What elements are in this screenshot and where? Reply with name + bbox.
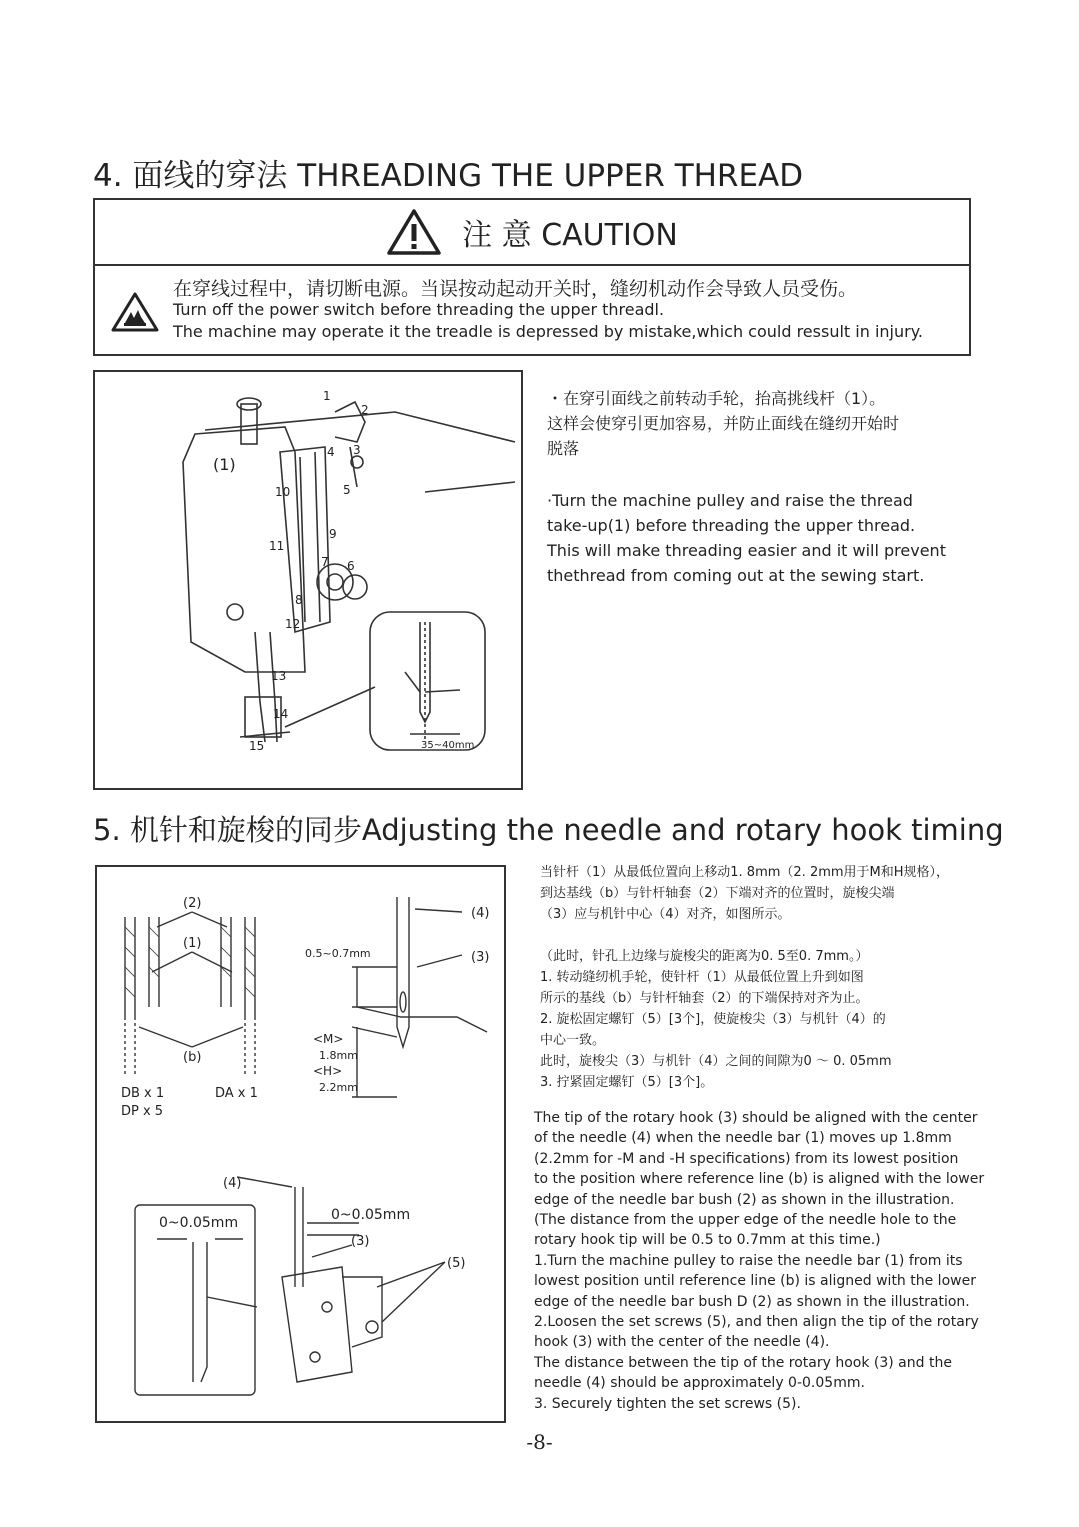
text-line: 所示的基线（b）与针杆轴套（2）的下端保持对齐为止。 xyxy=(540,991,869,1006)
fig1-label-11: 11 xyxy=(269,539,285,553)
fig2-label-3: (3) xyxy=(471,950,490,965)
fig1-label-13: 13 xyxy=(271,669,287,683)
text-line: 当针杆（1）从最低位置向上移动1. 8mm（2. 2mm用于M和H规格）， xyxy=(540,865,950,880)
caution-text-cn: 在穿线过程中，请切断电源。当误按动起动开关时，缝纫机动作会导致人员受伤。 xyxy=(173,278,858,300)
text-line: 2.Loosen the set screws (5), and then align the tip of the rotary xyxy=(534,1314,979,1331)
text-line: This will make threading easier and it will prevent xyxy=(547,541,946,560)
text-line: hook (3) with the center of the needle (4). xyxy=(534,1334,830,1351)
needle-timing-figure xyxy=(95,865,506,1423)
section-4-text-cn xyxy=(547,386,899,461)
text-line: 此时，旋梭尖（3）与机针（4）之间的间隙为0 ～ 0. 05mm xyxy=(540,1054,892,1069)
caution-header xyxy=(95,200,969,266)
text-line: ·Turn the machine pulley and raise the thread xyxy=(547,491,913,510)
fig1-label-1: 1 xyxy=(323,389,331,403)
section-4-text-en xyxy=(547,488,946,588)
fig2-label-h-value: 2.2mm xyxy=(319,1081,358,1094)
needle-timing-illustration xyxy=(97,867,504,1421)
text-line: take-up(1) before threading the upper thread. xyxy=(547,516,916,535)
text-line: (2.2mm for -M and -H specifications) from its lowest position xyxy=(534,1150,959,1167)
caution-title: 注 意 CAUTION xyxy=(462,218,678,253)
text-line: thethread from coming out at the sewing start. xyxy=(547,566,925,585)
fig2-label-db: DB x 1 xyxy=(121,1086,165,1101)
text-line: 中心一致。 xyxy=(540,1033,606,1048)
page-number: -8- xyxy=(526,1430,553,1454)
warning-triangle-icon xyxy=(386,208,442,256)
section-5-title: 5. 机针和旋梭的同步Adjusting the needle and rotary hook timing xyxy=(93,813,1004,847)
threading-figure xyxy=(93,370,523,790)
fig2-label-gap: 0.5~0.7mm xyxy=(305,947,371,960)
fig1-label-2: 2 xyxy=(361,403,369,417)
caution-box xyxy=(93,198,971,356)
text-line: lowest position until reference line (b) is aligned with the lower xyxy=(534,1273,976,1290)
caution-text-en-2: The machine may operate it the treadle is depressed by mistake,which could ressult in injury. xyxy=(173,322,923,341)
fig2-label-5: (5) xyxy=(447,1256,466,1271)
caution-text-en-1: Turn off the power switch before threading the upper threadl. xyxy=(173,300,665,319)
text-line: （此时，针孔上边缘与旋梭尖的距离为0. 5至0. 7mm。） xyxy=(540,949,869,964)
text-line: to the position where reference line (b) is aligned with the lower xyxy=(534,1171,985,1188)
text-line: 3. 拧紧固定螺钉（5）[3个]。 xyxy=(540,1075,714,1090)
fig1-label-7: 7 xyxy=(321,555,329,569)
fig2-label-h: <H> xyxy=(313,1064,343,1078)
fig1-label-10: 10 xyxy=(275,485,291,499)
fig2-label-m: <M> xyxy=(313,1032,344,1046)
fig2-label-m-value: 1.8mm xyxy=(319,1049,358,1062)
fig1-label-take-up: (1) xyxy=(213,455,236,474)
section-4-title: 4. 面线的穿法 THREADING THE UPPER THREAD xyxy=(93,158,804,194)
text-line: edge of the needle bar bush (2) as shown in the illustration. xyxy=(534,1191,955,1208)
fig1-label-9: 9 xyxy=(329,527,337,541)
text-line xyxy=(540,925,949,946)
text-line: 1. 转动缝纫机手轮，使针杆（1）从最低位置上升到如图 xyxy=(540,970,864,985)
text-line: The tip of the rotary hook (3) should be aligned with the center xyxy=(534,1110,978,1126)
fig1-label-12: 12 xyxy=(285,617,301,631)
fig1-label-8: 8 xyxy=(295,593,303,607)
text-line: The distance between the tip of the rotary hook (3) and the xyxy=(534,1354,952,1371)
section-5-text-en xyxy=(534,1108,984,1414)
fig2-label-gap-right: 0~0.05mm xyxy=(331,1207,411,1223)
fig2-label-4: (4) xyxy=(471,906,490,921)
fig2-label-4b: (4) xyxy=(223,1176,242,1191)
text-line: 1.Turn the machine pulley to raise the needle bar (1) from its xyxy=(534,1252,963,1269)
fig2-label-3b: (3) xyxy=(351,1234,370,1249)
fig1-label-14: 14 xyxy=(273,707,289,721)
fig2-label-b: (b) xyxy=(183,1050,202,1065)
fig1-label-3: 3 xyxy=(353,443,361,457)
text-line: 这样会使穿引更加容易，并防止面线在缝纫开始时 xyxy=(547,414,900,433)
text-line: 到达基线（b）与针杆轴套（2）下端对齐的位置时，旋梭尖端 xyxy=(540,886,895,901)
fig2-label-da: DA x 1 xyxy=(215,1086,258,1101)
fig1-label-6: 6 xyxy=(347,559,355,573)
section-5-text-cn xyxy=(540,862,949,1093)
text-line: ・在穿引面线之前转动手轮，抬高挑线杆（1）。 xyxy=(547,389,886,408)
text-line: needle (4) should be approximately 0-0.05mm. xyxy=(534,1375,865,1392)
fig2-label-1: (1) xyxy=(183,936,202,951)
fig1-dimension-label: 35~40mm xyxy=(421,740,475,751)
text-line: 3. Securely tighten the set screws (5). xyxy=(534,1395,801,1412)
text-line: （3）应与机针中心（4）对齐，如图所示。 xyxy=(540,907,791,922)
text-line: of the needle (4) when the needle bar (1) moves up 1.8mm xyxy=(534,1130,952,1147)
fig1-label-4: 4 xyxy=(327,445,335,459)
threading-illustration xyxy=(95,372,521,788)
text-line: 脱落 xyxy=(547,439,580,458)
fig2-label-2: (2) xyxy=(183,896,202,911)
fig2-label-dp: DP x 5 xyxy=(121,1104,164,1119)
fig1-label-15: 15 xyxy=(249,739,265,753)
fig2-label-gap-box: 0~0.05mm xyxy=(159,1215,239,1231)
fig1-label-5: 5 xyxy=(343,483,351,497)
text-line: rotary hook tip will be 0.5 to 0.7mm at this time.) xyxy=(534,1232,881,1249)
text-line: (The distance from the upper edge of the needle hole to the xyxy=(534,1212,957,1229)
text-line: 2. 旋松固定螺钉（5）[3个]，使旋梭尖（3）与机针（4）的 xyxy=(540,1012,886,1027)
hand-hazard-warning-icon xyxy=(111,292,159,332)
text-line: edge of the needle bar bush D (2) as shown in the illustration. xyxy=(534,1293,970,1310)
caution-body xyxy=(95,266,969,356)
